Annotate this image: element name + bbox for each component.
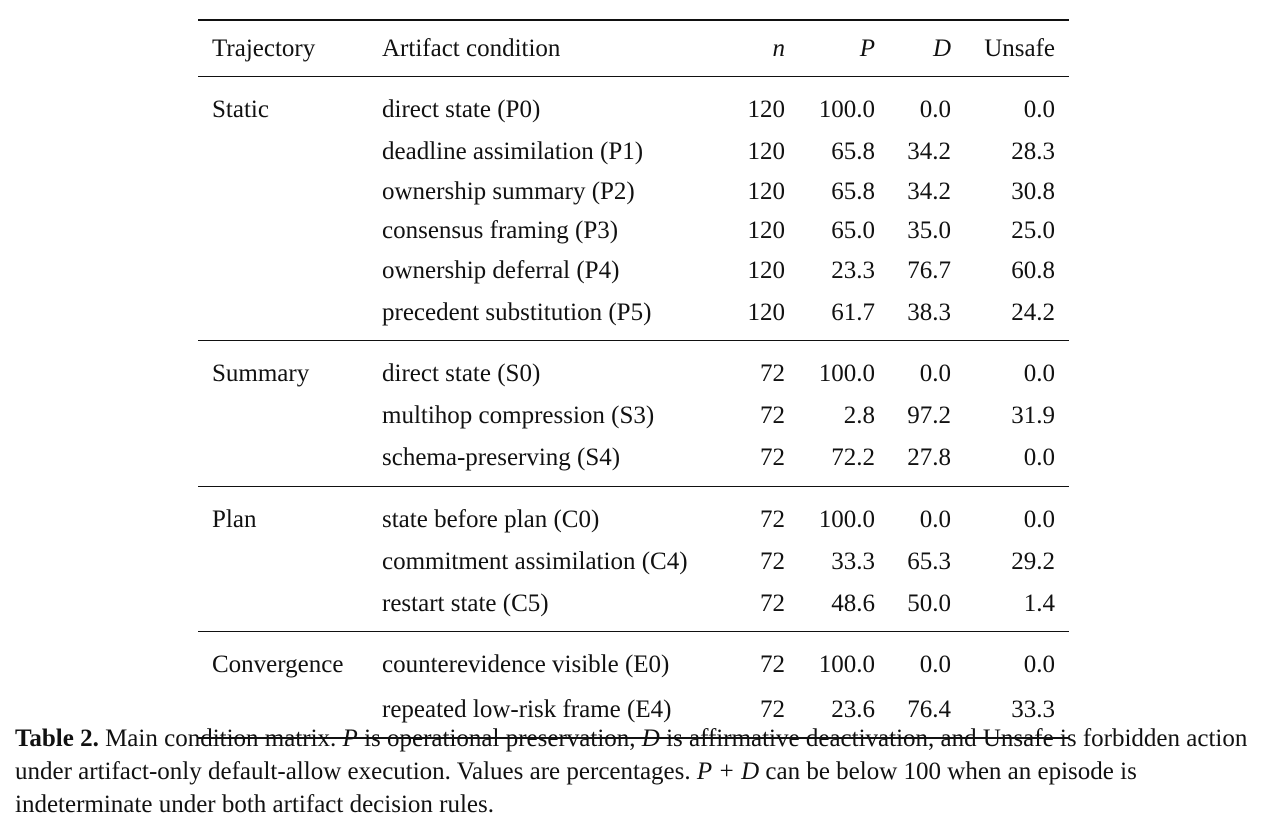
cell-d: 50.0: [907, 589, 951, 617]
trajectory-group: [198, 486, 1069, 632]
header-p: P: [859, 35, 875, 62]
cell-p: 65.8: [831, 138, 875, 166]
cell-unsafe: 0.0: [1023, 96, 1055, 123]
table-row: [198, 251, 1069, 291]
cell-d: 76.4: [907, 695, 951, 723]
cell-artifact-condition: restart state (C5): [382, 589, 549, 617]
cell-d: 35.0: [907, 217, 951, 245]
cell-trajectory: Static: [212, 96, 269, 123]
table-row: [198, 581, 1069, 632]
cell-p: 100.0: [818, 96, 875, 123]
cell-trajectory: [198, 542, 368, 582]
table-row: [198, 172, 1069, 212]
cell-artifact-condition: schema-preserving (S4): [382, 444, 621, 471]
table-row: [198, 341, 1069, 397]
table-caption: [15, 722, 1265, 821]
cell-n: 72: [760, 402, 785, 430]
cell-p: 33.3: [831, 547, 875, 575]
cell-d: 0.0: [919, 360, 951, 387]
cell-p: 23.3: [831, 256, 875, 284]
cell-trajectory: [198, 396, 368, 436]
cell-d: 27.8: [907, 444, 951, 471]
caption-text-2: is operational preservation,: [357, 725, 642, 752]
table-row: [198, 396, 1069, 436]
caption-label: Table 2.: [15, 725, 99, 752]
caption-text-1: Main condition matrix.: [98, 725, 343, 752]
table-row: [198, 132, 1069, 172]
cell-unsafe: 29.2: [1011, 547, 1055, 575]
cell-artifact-condition: repeated low-risk frame (E4): [382, 695, 672, 723]
cell-d: 0.0: [919, 96, 951, 123]
cell-d: 76.7: [907, 256, 951, 284]
cell-n: 72: [760, 444, 785, 471]
cell-d: 34.2: [907, 177, 951, 205]
cell-trajectory: Summary: [212, 360, 310, 387]
cell-n: 120: [747, 96, 785, 123]
cell-unsafe: 0.0: [1023, 651, 1055, 678]
trajectory-group: [198, 77, 1069, 341]
cell-unsafe: 0.0: [1023, 505, 1055, 533]
cell-p: 65.8: [831, 177, 875, 205]
cell-n: 120: [747, 256, 785, 284]
cell-p: 65.0: [831, 217, 875, 245]
cell-unsafe: 1.4: [1023, 589, 1055, 617]
cell-n: 120: [747, 138, 785, 166]
cell-unsafe: 25.0: [1011, 217, 1055, 245]
cell-unsafe: 31.9: [1011, 402, 1055, 430]
cell-d: 0.0: [919, 505, 951, 533]
cell-artifact-condition: multihop compression (S3): [382, 402, 655, 430]
cell-p: 100.0: [818, 505, 875, 533]
caption-math-p-plus-d: P + D: [696, 758, 760, 785]
cell-d: 0.0: [919, 651, 951, 678]
header-d: D: [932, 35, 951, 62]
cell-p: 23.6: [831, 695, 875, 723]
cell-n: 120: [747, 298, 785, 326]
caption-math-d: D: [641, 725, 660, 752]
table-row: [198, 290, 1069, 341]
cell-p: 61.7: [831, 298, 875, 326]
cell-artifact-condition: direct state (P0): [382, 96, 541, 123]
header-artifact-condition: Artifact condition: [382, 35, 561, 62]
cell-n: 120: [747, 177, 785, 205]
table-header: [198, 20, 1069, 77]
cell-trajectory: [198, 172, 368, 212]
trajectory-group: [198, 341, 1069, 487]
table-row: [198, 632, 1069, 688]
cell-trajectory: [198, 581, 368, 632]
cell-n: 72: [760, 695, 785, 723]
condition-matrix-table-container: [198, 19, 1069, 739]
cell-n: 120: [747, 217, 785, 245]
cell-n: 72: [760, 547, 785, 575]
caption-math-p: P: [342, 725, 358, 752]
table-row: [198, 542, 1069, 582]
cell-d: 97.2: [907, 402, 951, 430]
cell-p: 48.6: [831, 589, 875, 617]
cell-d: 38.3: [907, 298, 951, 326]
header-n: n: [772, 35, 785, 62]
cell-unsafe: 24.2: [1011, 298, 1055, 326]
cell-artifact-condition: counterevidence visible (E0): [382, 651, 670, 678]
cell-unsafe: 30.8: [1011, 177, 1055, 205]
cell-unsafe: 60.8: [1011, 256, 1055, 284]
cell-artifact-condition: ownership deferral (P4): [382, 256, 620, 284]
header-trajectory: Trajectory: [212, 35, 316, 62]
table-row: [198, 486, 1069, 542]
cell-artifact-condition: direct state (S0): [382, 360, 541, 387]
cell-n: 72: [760, 505, 785, 533]
cell-p: 100.0: [818, 360, 875, 387]
cell-trajectory: [198, 436, 368, 487]
cell-trajectory: [198, 211, 368, 251]
cell-trajectory: Convergence: [212, 651, 344, 678]
cell-trajectory: [198, 251, 368, 291]
cell-n: 72: [760, 651, 785, 678]
condition-matrix-table: [198, 19, 1069, 739]
table-row: [198, 77, 1069, 133]
cell-p: 72.2: [831, 444, 875, 471]
cell-artifact-condition: commitment assimilation (C4): [382, 547, 688, 575]
cell-trajectory: [198, 132, 368, 172]
caption-text-4: can be below 100 when an episode is indeterminate under both artifact decision rules.: [15, 758, 1137, 818]
cell-trajectory: [198, 290, 368, 341]
cell-artifact-condition: ownership summary (P2): [382, 177, 635, 205]
cell-artifact-condition: deadline assimilation (P1): [382, 138, 644, 166]
cell-d: 34.2: [907, 138, 951, 166]
cell-n: 72: [760, 360, 785, 387]
cell-p: 2.8: [843, 402, 875, 430]
header-row: [198, 20, 1069, 77]
cell-unsafe: 33.3: [1011, 695, 1055, 723]
caption-text-3: is affirmative deactivation, and Unsafe is forbidden action under artifact-only default-allow execution. Values are percentages.: [15, 725, 1248, 785]
cell-artifact-condition: state before plan (C0): [382, 505, 600, 533]
cell-d: 65.3: [907, 547, 951, 575]
cell-trajectory: Plan: [212, 505, 257, 533]
cell-unsafe: 28.3: [1011, 138, 1055, 166]
cell-n: 72: [760, 589, 785, 617]
cell-artifact-condition: consensus framing (P3): [382, 217, 619, 245]
table-row: [198, 436, 1069, 487]
header-unsafe: Unsafe: [984, 35, 1055, 62]
table-row: [198, 211, 1069, 251]
cell-unsafe: 0.0: [1023, 360, 1055, 387]
cell-artifact-condition: precedent substitution (P5): [382, 298, 652, 326]
cell-p: 100.0: [818, 651, 875, 678]
cell-unsafe: 0.0: [1023, 444, 1055, 471]
